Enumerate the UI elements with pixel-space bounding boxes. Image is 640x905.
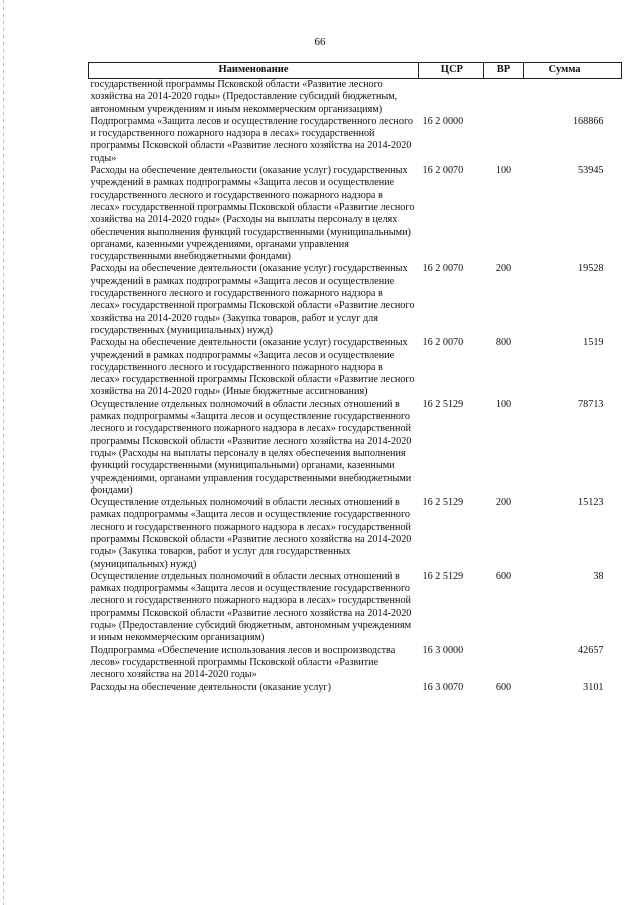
row-vr: 100 xyxy=(495,398,512,410)
table-header-row xyxy=(89,63,622,79)
table-row xyxy=(89,337,622,398)
row-csr: 16 2 5129 xyxy=(422,398,464,410)
row-csr: 16 3 0070 xyxy=(422,681,464,693)
row-sum: 3101 xyxy=(583,681,604,693)
row-sum: 38 xyxy=(593,570,604,582)
table-row xyxy=(89,682,622,694)
row-sum: 1519 xyxy=(583,337,604,349)
header-sum: Сумма xyxy=(524,63,622,79)
header-vr: ВР xyxy=(483,63,523,79)
header-name: Наименование xyxy=(89,63,419,79)
row-vr xyxy=(483,79,523,116)
table-row xyxy=(89,399,622,497)
budget-table xyxy=(88,62,622,694)
row-vr: 600 xyxy=(495,681,512,693)
row-name: Подпрограмма «Обеспечение использования лесов и воспроизводства лесов» государственной программы Псковской области «Развитие лесного хозяйства на 2014-2020 годы» xyxy=(90,644,396,681)
row-csr: 16 2 0070 xyxy=(422,263,464,275)
row-sum xyxy=(524,79,622,116)
row-name: Осуществление отдельных полномочий в области лесных отношений в рамках подпрограммы «Защита лесов и осуществление государственного лесного и государственного пожарного надзора в лесах» государственной программы Псковской области «Развитие лесного хозяйства на 2014-2020 годы» (Закупка товаров, работ и услуг для государственных (муниципальных) нужд) xyxy=(90,497,412,570)
row-sum: 15123 xyxy=(578,497,604,509)
row-csr xyxy=(418,79,483,116)
row-vr: 800 xyxy=(495,337,512,349)
page-number: 66 xyxy=(314,36,326,48)
row-name: государственной программы Псковской области «Развитие лесного хозяйства на 2014-2020 годы» (Предоставление субсидий бюджетным, автономным учреждениям и иным некоммерческим организациям) xyxy=(90,79,398,115)
row-csr: 16 2 0000 xyxy=(422,115,464,127)
table-row xyxy=(89,497,622,571)
header-csr: ЦСР xyxy=(418,63,483,79)
row-vr: 200 xyxy=(495,263,512,275)
row-csr: 16 2 5129 xyxy=(422,497,464,509)
row-sum: 78713 xyxy=(578,398,604,410)
scan-margin-line xyxy=(3,0,4,905)
row-name: Расходы на обеспечение деятельности (оказание услуг) xyxy=(90,681,332,693)
row-vr xyxy=(483,645,523,682)
row-csr: 16 3 0000 xyxy=(422,644,464,656)
row-name: Подпрограмма «Защита лесов и осуществление государственного лесного и государственного пожарного надзора в лесах» государственной программы Псковской области «Развитие лесного хозяйства на 2014-2020 годы» xyxy=(90,115,413,164)
table-row xyxy=(89,79,622,116)
row-name: Расходы на обеспечение деятельности (оказание услуг) государственных учреждений в рамках подпрограммы «Защита лесов и осуществление государственного лесного и государственного пожарного надзора в лесах» государственной программы Псковской области «Развитие лесного хозяйства на 2014-2020 годы» (Иные бюджетные ассигнования) xyxy=(90,337,415,398)
row-csr: 16 2 0070 xyxy=(422,337,464,349)
row-csr: 16 2 5129 xyxy=(422,570,464,582)
table-row xyxy=(89,645,622,682)
row-vr xyxy=(483,116,523,165)
row-sum: 168866 xyxy=(572,115,604,127)
row-name: Расходы на обеспечение деятельности (оказание услуг) государственных учреждений в рамках подпрограммы «Защита лесов и осуществление государственного лесного и государственного пожарного надзора в лесах» государственной программы Псковской области «Развитие лесного хозяйства на 2014-2020 годы» (Расходы на выплаты персоналу в целях обеспечения выполнения функций государственными (муниципальными) органами, казенными учреждениями, органами управления государственными внебюджетными фондами) xyxy=(90,165,415,263)
row-sum: 53945 xyxy=(578,165,604,177)
row-name: Осуществление отдельных полномочий в области лесных отношений в рамках подпрограммы «Защита лесов и осуществление государственного лесного и государственного пожарного надзора в лесах» государственной программы Псковской области «Развитие лесного хозяйства на 2014-2020 годы» (Предоставление субсидий бюджетным, автономным учреждениям и иным некоммерческим организациям) xyxy=(90,570,412,644)
table-row xyxy=(89,263,622,337)
table-row xyxy=(89,165,622,263)
row-sum: 19528 xyxy=(578,263,604,275)
row-vr: 200 xyxy=(495,497,512,509)
row-name: Осуществление отдельных полномочий в области лесных отношений в рамках подпрограммы «Защита лесов и осуществление государственного лесного и государственного пожарного надзора в лесах» государственной программы Псковской области «Развитие лесного хозяйства на 2014-2020 годы» (Расходы на выплаты персоналу в целях обеспечения выполнения функций государственными (муниципальными) органами, казенными учреждениями, органами управления государственными внебюджетными фондами) xyxy=(90,398,412,496)
row-csr: 16 2 0070 xyxy=(422,165,464,177)
row-vr: 600 xyxy=(495,570,512,582)
row-sum: 42657 xyxy=(578,644,604,656)
table-row xyxy=(89,571,622,645)
row-name: Расходы на обеспечение деятельности (оказание услуг) государственных учреждений в рамках подпрограммы «Защита лесов и осуществление государственного лесного и государственного пожарного надзора в лесах» государственной программы Псковской области «Развитие лесного хозяйства на 2014-2020 годы» (Закупка товаров, работ и услуг для государственных (муниципальных) нужд) xyxy=(90,263,415,336)
table-row xyxy=(89,116,622,165)
row-vr: 100 xyxy=(495,165,512,177)
